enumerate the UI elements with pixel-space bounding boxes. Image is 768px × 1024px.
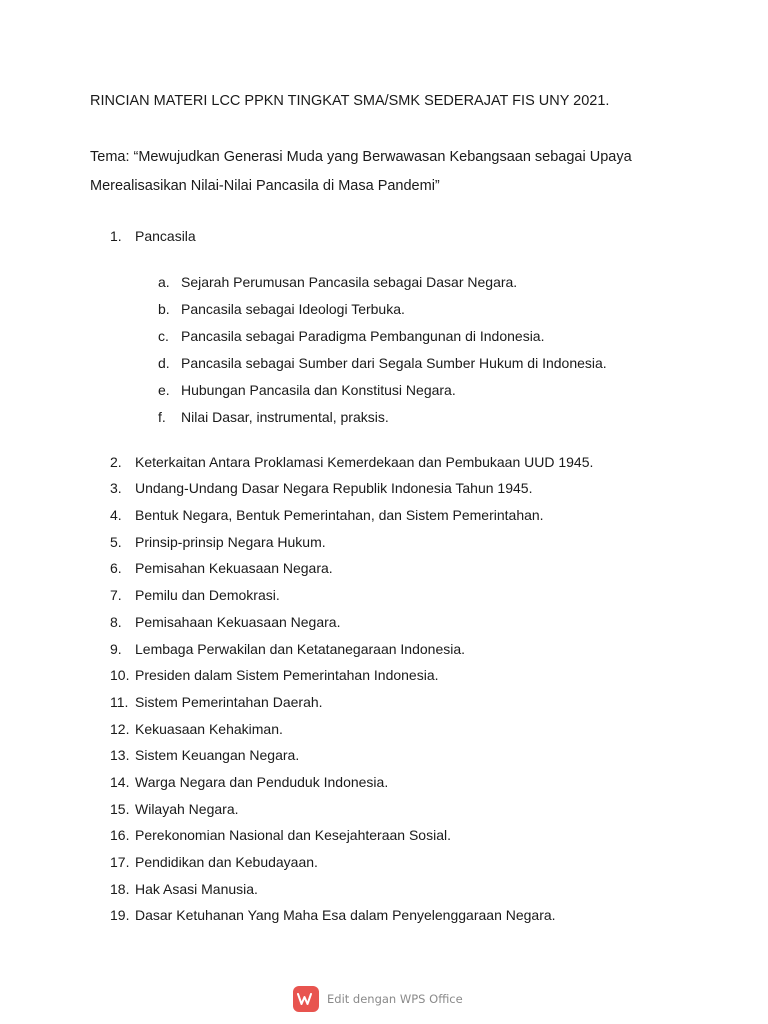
- list-item: [90, 852, 690, 879]
- sub-item-letter: d.: [158, 354, 170, 371]
- list-item-text: Wilayah Negara.: [135, 800, 239, 817]
- wps-watermark-label: Edit dengan WPS Office: [327, 992, 463, 1006]
- list-item-number: 11.: [110, 693, 129, 710]
- list-item-number: 13.: [110, 747, 130, 764]
- list-item: [90, 532, 690, 559]
- list-item-text: Kekuasaan Kehakiman.: [135, 720, 283, 737]
- list-item-number: 14.: [110, 773, 130, 790]
- list-item-text: Warga Negara dan Penduduk Indonesia.: [135, 773, 389, 790]
- list-item: [90, 478, 690, 505]
- document-theme: [90, 143, 678, 201]
- sub-item-letter: f.: [158, 408, 166, 425]
- list-item-text: Pemisahan Kekuasaan Negara.: [135, 560, 333, 577]
- sub-item-letter: b.: [158, 300, 170, 317]
- list-item: [90, 799, 690, 826]
- list-item: [90, 879, 690, 906]
- list-item-number: 17.: [110, 854, 130, 870]
- list-item-number: 7.: [110, 587, 122, 604]
- list-item-number: 12.: [110, 720, 130, 737]
- list-item: [90, 612, 690, 639]
- topic-list: [90, 226, 690, 932]
- theme-line-2: Merealisasikan Nilai-Nilai Pancasila di Masa Pandemi”: [90, 178, 440, 194]
- theme-line-1: Tema: “Mewujudkan Generasi Muda yang Berwawasan Kebangsaan sebagai Upaya: [90, 149, 632, 165]
- list-item-number: 6.: [110, 560, 122, 577]
- list-item: [90, 665, 690, 692]
- list-item-number: 3.: [110, 480, 122, 497]
- list-item-number: 8.: [110, 613, 122, 630]
- list-item: [90, 639, 690, 666]
- list-item-number: 10.: [110, 667, 130, 684]
- list-item-text: Keterkaitan Antara Proklamasi Kemerdekaan dan Pembukaan UUD 1945.: [135, 453, 594, 470]
- sub-item-text: Hubungan Pancasila dan Konstitusi Negara.: [181, 381, 456, 398]
- list-item: [90, 452, 690, 479]
- list-item-text: Hak Asasi Manusia.: [135, 880, 258, 897]
- sub-item-text: Pancasila sebagai Sumber dari Segala Sumber Hukum di Indonesia.: [181, 354, 607, 371]
- sub-list-item: [90, 353, 690, 380]
- list-item: [90, 719, 690, 746]
- list-item-number: 1.: [110, 228, 122, 244]
- list-item-text: Perekonomian Nasional dan Kesejahteraan Sosial.: [135, 827, 451, 844]
- list-item-text: Dasar Ketuhanan Yang Maha Esa dalam Penyelenggaraan Negara.: [135, 907, 556, 924]
- sub-list-item: [90, 272, 690, 299]
- sub-item-letter: c.: [158, 327, 169, 344]
- list-item-number: 18.: [110, 880, 130, 897]
- list-item-number: 9.: [110, 640, 122, 657]
- list-item-text: Bentuk Negara, Bentuk Pemerintahan, dan Sistem Pemerintahan.: [135, 507, 544, 524]
- sub-list-item: [90, 380, 690, 407]
- sub-item-text: Sejarah Perumusan Pancasila sebagai Dasar Negara.: [181, 273, 518, 290]
- list-item-text: Undang-Undang Dasar Negara Republik Indonesia Tahun 1945.: [135, 480, 533, 497]
- list-item-text: Pemisahaan Kekuasaan Negara.: [135, 613, 341, 630]
- list-item-text: Pendidikan dan Kebudayaan.: [135, 854, 318, 870]
- wps-watermark[interactable]: [293, 985, 463, 1013]
- list-item-text: Prinsip-prinsip Negara Hukum.: [135, 533, 326, 550]
- sub-list-item: [90, 407, 690, 434]
- list-item-text: Presiden dalam Sistem Pemerintahan Indonesia.: [135, 667, 439, 684]
- list-item: [90, 772, 690, 799]
- list-item: [90, 585, 690, 612]
- sub-item-text: Pancasila sebagai Ideologi Terbuka.: [181, 300, 405, 317]
- wps-logo-icon: [293, 986, 319, 1012]
- list-item-text: Pemilu dan Demokrasi.: [135, 587, 280, 604]
- list-item-text: Sistem Keuangan Negara.: [135, 747, 300, 764]
- list-item-text: Pancasila: [135, 228, 196, 244]
- document-title: RINCIAN MATERI LCC PPKN TINGKAT SMA/SMK SEDERAJAT FIS UNY 2021.: [90, 93, 610, 109]
- sub-list-item: [90, 326, 690, 353]
- list-item-number: 15.: [110, 800, 130, 817]
- sub-item-letter: e.: [158, 381, 170, 398]
- sub-list-item: [90, 299, 690, 326]
- list-item: [90, 745, 690, 772]
- list-item: [90, 558, 690, 585]
- list-item-number: 5.: [110, 533, 122, 550]
- list-item-number: 16.: [110, 827, 130, 844]
- sub-item-text: Pancasila sebagai Paradigma Pembangunan di Indonesia.: [181, 327, 545, 344]
- list-item: [90, 226, 690, 253]
- list-item: [90, 825, 690, 852]
- sub-item-text: Nilai Dasar, instrumental, praksis.: [181, 408, 389, 425]
- sub-list: [90, 272, 690, 434]
- sub-item-letter: a.: [158, 273, 170, 290]
- list-item: [90, 692, 690, 719]
- list-item-text: Lembaga Perwakilan dan Ketatanegaraan Indonesia.: [135, 640, 466, 657]
- list-item-number: 4.: [110, 507, 122, 524]
- list-item: [90, 905, 690, 932]
- list-item-number: 19.: [110, 907, 130, 924]
- list-item-text: Sistem Pemerintahan Daerah.: [135, 693, 323, 710]
- list-item-number: 2.: [110, 453, 122, 470]
- list-item: [90, 505, 690, 532]
